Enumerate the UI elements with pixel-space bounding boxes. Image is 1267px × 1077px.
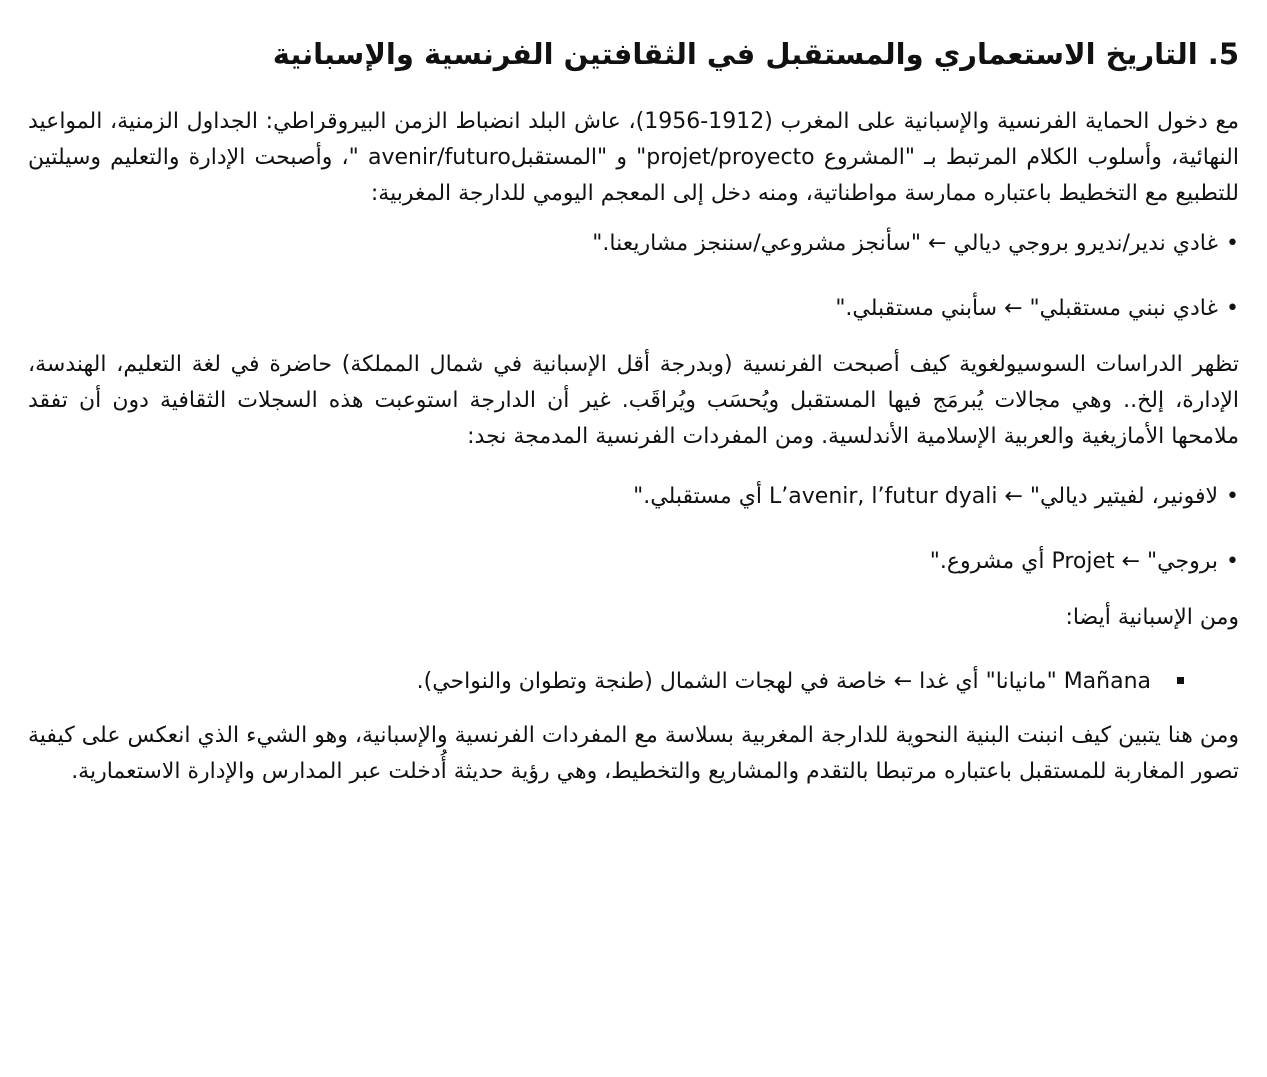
list-item (28, 544, 1239, 580)
paragraph-intro: مع دخول الحماية الفرنسية والإسبانية على المغرب (1912-1956)، عاش البلد انضباط الزمن البيروقراطي: الجداول الزمنية، المواعيد النهائية، وأسلوب الكلام المرتبط بـ "المشروع projet/proyecto" و "المستقبلavenir/futuro "، وأصبحت الإدارة والتعليم وسيلتين للتطبيع مع التخطيط باعتباره ممارسة مواطناتية، ومنه دخل إلى المعجم اليومي للدارجة المغربية: (28, 109, 1239, 206)
list-item-text: Mañana "مانيانا" أي غدا ← خاصة في لهجات الشمال (طنجة وتطوان والنواحي). (416, 669, 1151, 694)
paragraph-sociolinguistics: تظهر الدراسات السوسيولغوية كيف أصبحت الفرنسية (وبدرجة أقل الإسبانية في شمال المملكة) حاضرة في لغة التعليم، الهندسة، الإدارة، إلخ.. وهي مجالات يُبرمَج فيها المستقبل ويُحسَب ويُراقَب. غير أن الدارجة استوعبت هذه السجلات الثقافية دون أن تفقد ملامحها الأمازيغية والعربية الإسلامية الأندلسية. ومن المفردات الفرنسية المدمجة نجد: (28, 352, 1239, 449)
list-item (28, 664, 1239, 700)
bullet-marker: • (1226, 296, 1239, 321)
bullet-list-french-words (28, 479, 1239, 580)
list-item (28, 479, 1239, 515)
list-item-text: لافونير، لفيتير ديالي" ← L’avenir, l’futur dyali أي مستقبلي." (633, 484, 1219, 509)
list-item-text: غادي ندير/نديرو بروجي ديالي ← "سأنجز مشروعي/سننجز مشاريعنا." (592, 231, 1219, 256)
bullet-marker: • (1226, 484, 1239, 509)
square-list-spanish-words (28, 664, 1239, 700)
list-item-text: بروجي" ← Projet أي مشروع." (929, 549, 1219, 574)
document-page (28, 26, 1239, 804)
section-title: 5. التاريخ الاستعماري والمستقبل في الثقافتين الفرنسية والإسبانية (272, 37, 1239, 71)
list-item (28, 226, 1239, 262)
bullet-marker: • (1226, 231, 1239, 256)
bullet-list-darija-examples (28, 226, 1239, 327)
bullet-marker: • (1226, 549, 1239, 574)
paragraph-conclusion: ومن هنا يتبين كيف انبنت البنية النحوية للدارجة المغربية بسلاسة مع المفردات الفرنسية والإسبانية، وهو الشيء الذي انعكس على كيفية تصور المغاربة للمستقبل باعتباره مرتبطا بالتقدم والمشاريع والتخطيط، وهي رؤية حديثة أُدخلت عبر المدارس والإدارة الاستعمارية. (28, 723, 1239, 784)
list-item (28, 291, 1239, 327)
paragraph-spanish-intro: ومن الإسبانية أيضا: (1065, 605, 1239, 630)
list-item-text: غادي نبني مستقبلي" ← سأبني مستقبلي." (835, 296, 1219, 321)
square-bullet-icon (1177, 677, 1184, 684)
